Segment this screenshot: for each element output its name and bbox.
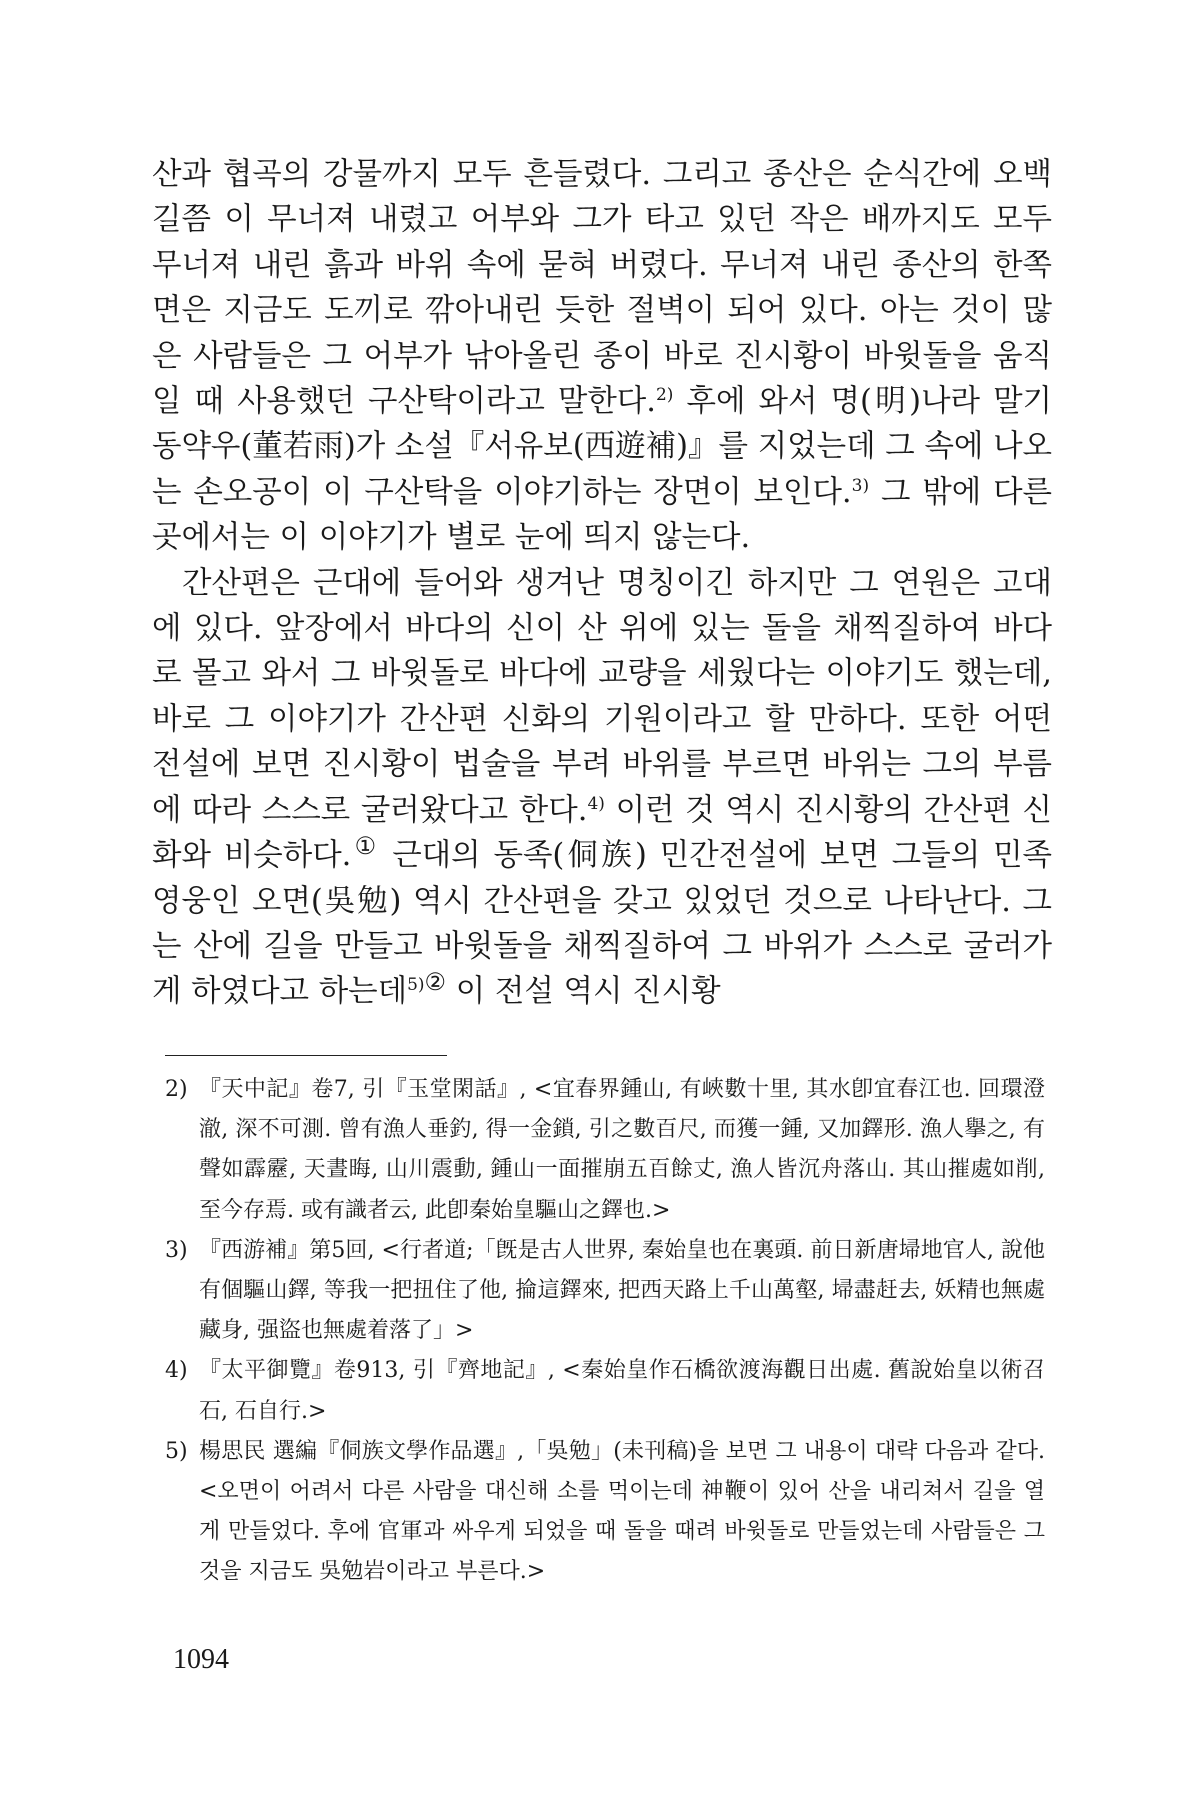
footnote-ref-2[interactable]: 2) (655, 384, 674, 405)
translator-note-ref-2[interactable]: ② (424, 968, 447, 997)
footnote-number: 4) (165, 1358, 188, 1384)
paragraph-1 (152, 152, 1052, 561)
footnote-text: 『太平御覽』卷913, 引『齊地記』, <秦始皇作石橋欲渡海觀日出處. 舊說始皇以術召石, 石自行.> (199, 1358, 1045, 1424)
footnote-3 (165, 1231, 1045, 1352)
footnote-number: 2) (165, 1077, 188, 1102)
footnote-divider (165, 1055, 447, 1056)
footnote-text: 『西游補』第5回, <行者道;「旣是古人世界, 秦始皇也在裏頭. 前日新唐埽地官人, 說他有個驅山鐸, 等我一把扭住了他, 掄這鐸來, 把西天路上千山萬壑, 埽盡赶去, 妖精也無處藏身, 强盜也無處着落了」> (199, 1237, 1045, 1344)
body-text (152, 152, 1052, 1015)
footnote-2 (165, 1070, 1045, 1231)
paragraph-text: 후에 와서 명(明)나라 말기 동약우(董若雨)가 소설『서유보(西遊補)』를 지었는데 그 속에 나오는 손오공이 이 구산탁을 이야기하는 장면이 보인다. (152, 384, 1053, 510)
footnote-ref-5[interactable]: 5) (407, 975, 425, 996)
paragraph-text: 산과 협곡의 강물까지 모두 흔들렸다. 그리고 종산은 순식간에 오백 길쯤 이 무너져 내렸고 어부와 그가 타고 있던 작은 배까지도 모두 무너져 내린 흙과 바위 속에 묻혀 버렸다. 무너져 내린 종산의 한쪽 면은 지금도 도끼로 깎아내린 듯한 절벽이 되어 있다. 아는 것이 많은 사람들은 그 어부가 낚아올린 종이 바로 진시황이 바윗돌을 움직일 때 사용했던 구산탁이라고 말한다. (152, 157, 1052, 420)
footnote-number: 3) (165, 1237, 188, 1263)
paragraph-text: 근대의 동족(侗族) 민간전설에 보면 그들의 민족 영웅인 오면(吳勉) 역시 간산편을 갖고 있었던 것으로 나타난다. 그는 산에 길을 만들고 바윗돌을 채찍질하여 그 바위가 스스로 굴러가게 하였다고 하는데 (152, 838, 1053, 1010)
paragraph-2 (152, 561, 1052, 1015)
translator-note-ref-1[interactable]: ① (351, 831, 380, 860)
paragraph-text: 이런 것 역시 진시황의 간산편 신화와 비슷하다. (152, 792, 1052, 874)
footnote-text: 楊思民 選編『侗族文學作品選』,「吳勉」(未刊稿)을 보면 그 내용이 대략 다음과 같다. <오면이 어려서 다른 사람을 대신해 소를 먹이는데 神鞭이 있어 산을 내리쳐서 길을 열게 만들었다. 후에 官軍과 싸우게 되었을 때 돌을 때려 바윗돌로 만들었는데 사람들은 그것을 지금도 吳勉岩이라고 부른다.> (199, 1438, 1045, 1585)
footnote-5 (165, 1432, 1045, 1593)
paragraph-text: 그 밖에 다른 곳에서는 이 이야기가 별로 눈에 띄지 않는다. (152, 474, 1052, 556)
footnote-number: 5) (165, 1438, 188, 1464)
footnote-text: 『天中記』卷7, 引『玉堂閑話』, <宜春界鍾山, 有峽數十里, 其水卽宜春江也. 回環澄澈, 深不可測. 曾有漁人垂釣, 得一金鎖, 引之數百尺, 而獲一鍾, 又加鐸形. 漁人擧之, 有聲如霹靂, 天晝晦, 山川震動, 鍾山一面摧崩五百餘丈, 漁人皆沉舟落山. 其山摧處如削, 至今存焉. 或有識者云, 此卽秦始皇驅山之鐸也.> (199, 1077, 1045, 1223)
page-number: 1094 (173, 1644, 229, 1675)
paragraph-text: 이 전설 역시 진시황 (446, 974, 721, 1010)
paragraph-text: 간산편은 근대에 들어와 생겨난 명칭이긴 하지만 그 연원은 고대에 있다. 앞장에서 바다의 신이 산 위에 있는 돌을 채찍질하여 바다로 몰고 와서 그 바윗돌로 바다에 교량을 세웠다는 이야기도 했는데, 바로 그 이야기가 간산편 신화의 기원이라고 할 만하다. 또한 어떤 전설에 보면 진시황이 법술을 부려 바위를 부르면 바위는 그의 부름에 따라 스스로 굴러왔다고 한다. (152, 565, 1052, 828)
footnote-ref-3[interactable]: 3) (851, 475, 870, 496)
footnote-ref-4[interactable]: 4) (587, 793, 605, 814)
footnote-4 (165, 1351, 1045, 1431)
footnotes (165, 1070, 1045, 1593)
